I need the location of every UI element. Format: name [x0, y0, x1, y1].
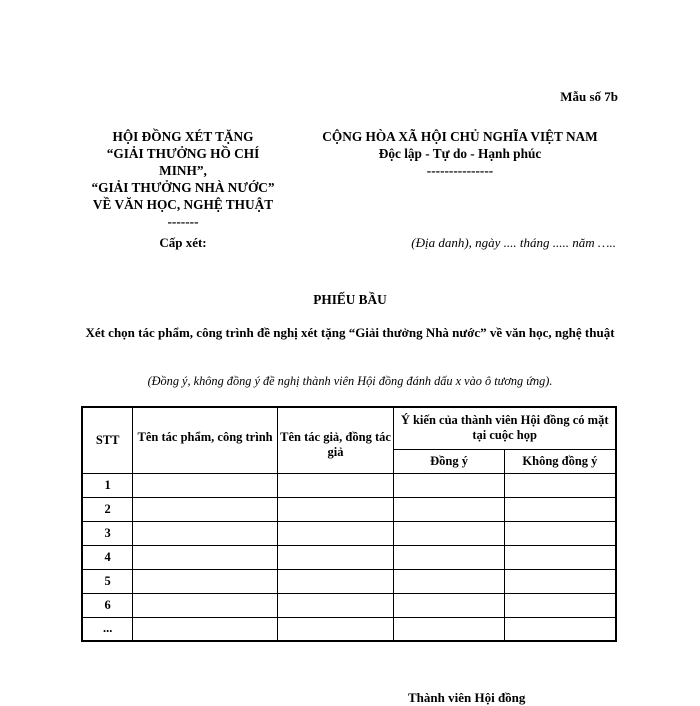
author-cell[interactable] — [277, 545, 394, 569]
row-number: 6 — [82, 593, 133, 617]
agree-cell[interactable] — [394, 593, 505, 617]
document-title: PHIẾU BẦU — [313, 292, 387, 307]
agree-cell[interactable] — [394, 617, 505, 641]
agree-cell[interactable] — [394, 569, 505, 593]
row-number: 4 — [82, 545, 133, 569]
header-disagree: Không đồng ý — [504, 449, 616, 473]
disagree-cell[interactable] — [504, 545, 616, 569]
national-divider: --------------- — [426, 163, 494, 178]
author-cell[interactable] — [277, 497, 394, 521]
row-number: 1 — [82, 473, 133, 497]
author-cell[interactable] — [277, 473, 394, 497]
work-cell[interactable] — [133, 617, 277, 641]
national-title: CỘNG HÒA XÃ HỘI CHỦ NGHĨA VIỆT NAM — [322, 129, 598, 144]
agree-cell[interactable] — [394, 473, 505, 497]
disagree-cell[interactable] — [504, 521, 616, 545]
national-header — [290, 128, 630, 179]
row-number: 3 — [82, 521, 133, 545]
disagree-cell[interactable] — [504, 497, 616, 521]
council-line: “GIẢI THƯỞNG HỒ CHÍ — [106, 146, 260, 161]
council-line: VỀ VĂN HỌC, NGHỆ THUẬT — [92, 197, 274, 212]
author-cell[interactable] — [277, 617, 394, 641]
row-number: 5 — [82, 569, 133, 593]
work-cell[interactable] — [133, 569, 277, 593]
table-header-row — [82, 407, 616, 449]
table-row — [82, 473, 616, 497]
work-cell[interactable] — [133, 497, 277, 521]
work-cell[interactable] — [133, 545, 277, 569]
disagree-cell[interactable] — [504, 473, 616, 497]
table-row — [82, 593, 616, 617]
header-agree: Đồng ý — [394, 449, 505, 473]
author-cell[interactable] — [277, 593, 394, 617]
author-cell[interactable] — [277, 569, 394, 593]
work-cell[interactable] — [133, 521, 277, 545]
header-author: Tên tác giả, đồng tác giả — [277, 407, 394, 473]
agree-cell[interactable] — [394, 497, 505, 521]
agree-cell[interactable] — [394, 521, 505, 545]
council-line: “GIẢI THƯỞNG NHÀ NƯỚC” — [91, 180, 275, 195]
agree-cell[interactable] — [394, 545, 505, 569]
council-header — [70, 128, 296, 230]
row-number: ... — [82, 617, 133, 641]
table-row — [82, 569, 616, 593]
work-cell[interactable] — [133, 473, 277, 497]
row-number: 2 — [82, 497, 133, 521]
table-row — [82, 521, 616, 545]
work-cell[interactable] — [133, 593, 277, 617]
disagree-cell[interactable] — [504, 569, 616, 593]
national-motto: Độc lập - Tự do - Hạnh phúc — [378, 146, 542, 161]
council-line: MINH”, — [159, 163, 207, 178]
signer-label: Thành viên Hội đồng — [408, 690, 526, 705]
level-label: Cấp xét: — [159, 235, 207, 250]
author-cell[interactable] — [277, 521, 394, 545]
header-work: Tên tác phẩm, công trình — [133, 407, 277, 473]
disagree-cell[interactable] — [504, 593, 616, 617]
table-row — [82, 545, 616, 569]
table-row — [82, 617, 616, 641]
council-divider: ------- — [167, 214, 199, 229]
table-row — [82, 497, 616, 521]
header-opinion: Ý kiến của thành viên Hội đồng có mặt tại cuộc họp — [394, 407, 616, 449]
instruction-text: (Đồng ý, không đồng ý đề nghị thành viên Hội đồng đánh dấu x vào ô tương ứng). — [147, 374, 553, 388]
header-stt: STT — [82, 407, 133, 473]
form-number: Mẫu số 7b — [560, 89, 618, 104]
ballot-table — [81, 406, 617, 642]
disagree-cell[interactable] — [504, 617, 616, 641]
document-subtitle: Xét chọn tác phẩm, công trình đề nghị xét tặng “Giải thưởng Nhà nước” về văn học, nghệ thuật — [85, 325, 615, 340]
council-line: HỘI ĐỒNG XÉT TẶNG — [112, 129, 254, 144]
date-line: (Địa danh), ngày .... tháng ..... năm ….. — [411, 235, 616, 250]
